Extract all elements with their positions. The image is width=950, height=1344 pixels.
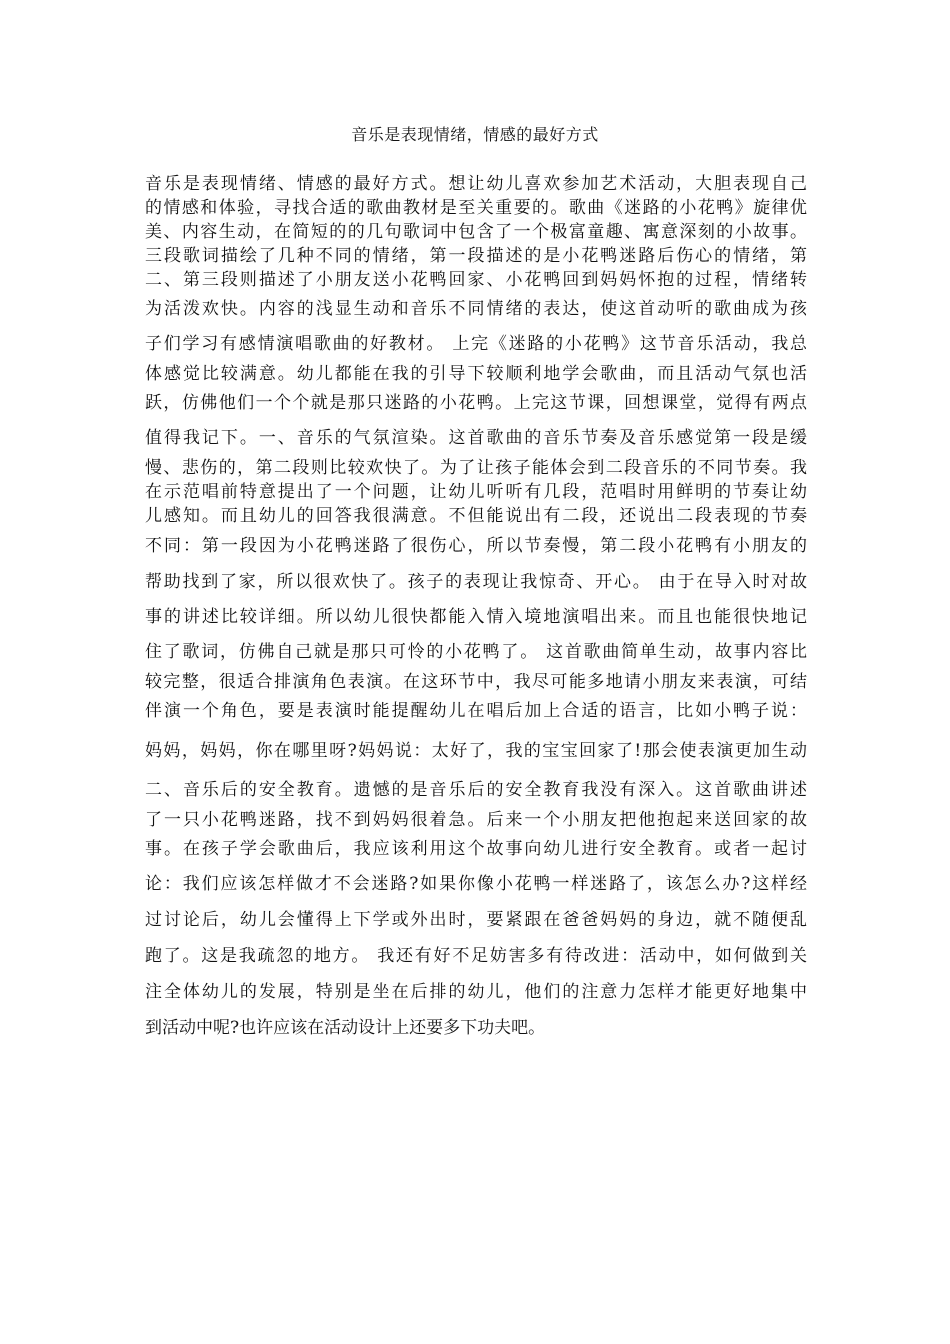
- body-line: 较完整，很适合排演角色表演。在这环节中，我尽可能多地请小朋友来表演，可结: [145, 672, 807, 692]
- body-line: 二、音乐后的安全教育。遗憾的是音乐后的安全教育我没有深入。这首歌曲讲述: [145, 780, 807, 800]
- body-line: 儿感知。而且幼儿的回答我很满意。不但能说出有二段，还说出二段表现的节奏: [145, 506, 807, 526]
- body-line: 三段歌词描绘了几种不同的情绪，第一段描述的是小花鸭迷路后伤心的情绪，第: [145, 246, 807, 266]
- body-line: 体感觉比较满意。幼儿都能在我的引导下较顺利地学会歌曲，而且活动气氛也活: [145, 364, 807, 384]
- body-line: 在示范唱前特意提出了一个问题，让幼儿听听有几段，范唱时用鲜明的节奏让幼: [145, 482, 807, 502]
- body-line: 子们学习有感情演唱歌曲的好教材。 上完《迷路的小花鸭》这节音乐活动，我总: [145, 334, 807, 354]
- body-line: 为活泼欢快。内容的浅显生动和音乐不同情绪的表达，使这首动听的歌曲成为孩: [145, 299, 807, 319]
- body-line: 妈妈，妈妈，你在哪里呀?妈妈说：太好了，我的宝宝回家了!那会使表演更加生动: [145, 741, 807, 761]
- body-line: 过讨论后，幼儿会懂得上下学或外出时，要紧跟在爸爸妈妈的身边，就不随便乱: [145, 910, 807, 930]
- body-line: 帮助找到了家，所以很欢快了。孩子的表现让我惊奇、开心。 由于在导入时对故: [145, 572, 807, 592]
- body-line: 到活动中呢?也许应该在活动设计上还要多下功夫吧。: [145, 1018, 546, 1038]
- body-line: 音乐是表现情绪、情感的最好方式。想让幼儿喜欢参加艺术活动，大胆表现自己: [145, 174, 807, 194]
- body-line: 跑了。这是我疏忽的地方。 我还有好不足妨害多有待改进：活动中，如何做到关: [145, 946, 807, 966]
- body-line: 事。在孩子学会歌曲后，我应该利用这个故事向幼儿进行安全教育。或者一起讨: [145, 839, 807, 859]
- body-line: 住了歌词，仿佛自己就是那只可怜的小花鸭了。 这首歌曲简单生动，故事内容比: [145, 642, 807, 662]
- body-line: 不同：第一段因为小花鸭迷路了很伤心，所以节奏慢，第二段小花鸭有小朋友的: [145, 536, 807, 556]
- body-line: 了一只小花鸭迷路，找不到妈妈很着急。后来一个小朋友把他抱起来送回家的故: [145, 810, 807, 830]
- body-line: 论：我们应该怎样做才不会迷路?如果你像小花鸭一样迷路了，该怎么办?这样经: [145, 874, 807, 894]
- body-line: 伴演一个角色，要是表演时能提醒幼儿在唱后加上合适的语言，比如小鸭子说：: [145, 701, 807, 721]
- document-title: 音乐是表现情绪，情感的最好方式: [351, 125, 599, 144]
- body-line: 慢、悲伤的，第二段则比较欢快了。为了让孩子能体会到二段音乐的不同节奏。我: [145, 458, 807, 478]
- body-line: 二、第三段则描述了小朋友送小花鸭回家、小花鸭回到妈妈怀抱的过程，情绪转: [145, 270, 807, 290]
- body-line: 注全体幼儿的发展，特别是坐在后排的幼儿，他们的注意力怎样才能更好地集中: [145, 982, 807, 1002]
- body-line: 的情感和体验，寻找合适的歌曲教材是至关重要的。歌曲《迷路的小花鸭》旋律优: [145, 198, 807, 218]
- body-line: 美、内容生动，在简短的的几句歌词中包含了一个极富童趣、寓意深刻的小故事。: [145, 222, 807, 242]
- body-line: 值得我记下。一、音乐的气氛渲染。这首歌曲的音乐节奏及音乐感觉第一段是缓: [145, 428, 807, 448]
- document-body: [145, 172, 807, 1046]
- body-line: 事的讲述比较详细。所以幼儿很快都能入情入境地演唱出来。而且也能很快地记: [145, 607, 807, 627]
- body-line: 跃，仿佛他们一个个就是那只迷路的小花鸭。上完这节课，回想课堂，觉得有两点: [145, 393, 807, 413]
